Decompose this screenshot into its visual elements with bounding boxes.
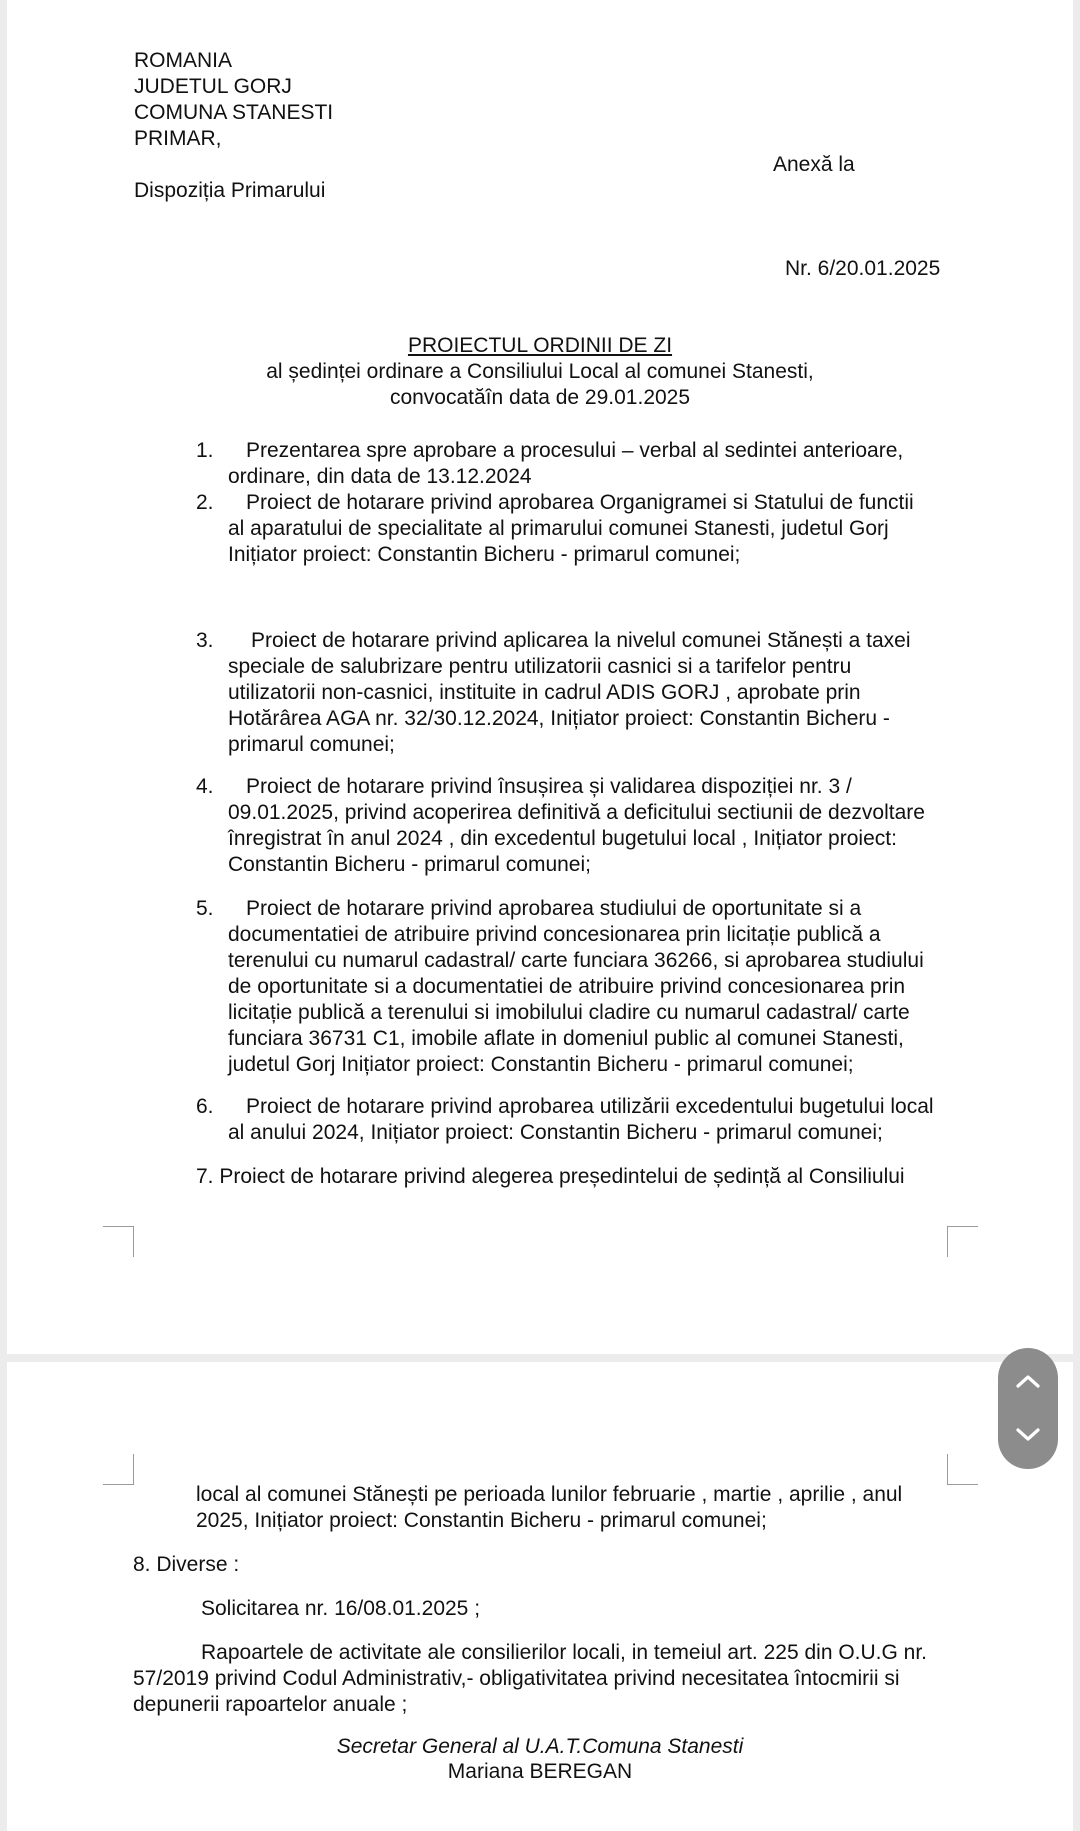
crop-mark bbox=[103, 1226, 134, 1257]
item-text-rest: documentatiei de atribuire privind concesionarea prin licitație publică a terenului cu numarul cadastral/ carte funciara 36266, si aprobarea studiului de oportunitate si a documentatiei de atribuire privind concesionarea prin licitație publică a terenului si imobilului cladire cu numarul cadastral/ carte funciara 36731 C1, imobile aflate in domeniul public al comunei Stanesti, judetul Gorj Inițiator proiect: Constantin Bicheru - primarul comunei; bbox=[228, 923, 924, 1076]
document-page-2 bbox=[7, 1362, 1073, 1831]
item-text-rest: al aparatului de specialitate al primarului comunei Stanesti, judetul Gorj Inițiator proiect: Constantin Bicheru - primarul comunei; bbox=[228, 517, 889, 566]
crop-mark bbox=[103, 1454, 134, 1485]
header-annex: Anexă la bbox=[773, 153, 855, 176]
header-commune: COMUNA STANESTI bbox=[134, 101, 334, 124]
document-subtitle-2: convocatăîn data de 29.01.2025 bbox=[389, 386, 691, 409]
next-page-button[interactable] bbox=[998, 1408, 1058, 1462]
reports-text-rest: 57/2019 privind Codul Administrativ,- obligativitatea privind necesitatea întocmirii si depunerii rapoartelor anuale ; bbox=[133, 1667, 900, 1716]
agenda-item-8-label: 8. Diverse : bbox=[133, 1553, 240, 1576]
item-text-rest: ordinare, din data de 13.12.2024 bbox=[228, 465, 532, 488]
chevron-down-icon bbox=[1015, 1427, 1041, 1443]
item-number: 1. bbox=[196, 439, 214, 462]
item-text-first: Proiect de hotarare privind aprobarea studiului de oportunitate si a bbox=[246, 897, 862, 920]
chevron-up-icon bbox=[1015, 1373, 1041, 1389]
signature-title: Secretar General al U.A.T.Comuna Stanesti bbox=[336, 1735, 744, 1758]
item-number: 2. bbox=[196, 491, 214, 514]
document-page-1 bbox=[7, 0, 1073, 1354]
header-disposition: Dispoziția Primarului bbox=[134, 179, 326, 202]
header-mayor: PRIMAR, bbox=[134, 127, 222, 150]
page-navigation bbox=[998, 1348, 1058, 1469]
request-text: Solicitarea nr. 16/08.01.2025 ; bbox=[201, 1597, 481, 1620]
document-number: Nr. 6/20.01.2025 bbox=[785, 257, 941, 280]
crop-mark bbox=[947, 1454, 978, 1485]
crop-mark bbox=[947, 1226, 978, 1257]
item-text-rest: al anului 2024, Inițiator proiect: Constantin Bicheru - primarul comunei; bbox=[228, 1121, 883, 1144]
item-number: 6. bbox=[196, 1095, 214, 1118]
header-county: JUDETUL GORJ bbox=[134, 75, 292, 98]
item-number: 4. bbox=[196, 775, 214, 798]
previous-page-button[interactable] bbox=[998, 1354, 1058, 1408]
item-text-first: Proiect de hotarare privind aprobarea Organigramei si Statului de functii bbox=[246, 491, 914, 514]
item-number: 5. bbox=[196, 897, 214, 920]
document-title: PROIECTUL ORDINII DE ZI bbox=[407, 334, 673, 357]
item-text-rest: speciale de salubrizare pentru utilizatorii casnici si a tarifelor pentru utilizatorii non-casnici, instituite in cadrul ADIS GORJ , aprobate prin Hotărârea AGA nr. 32/30.12.2024, Inițiator proiect: Constantin Bicheru - primarul comunei; bbox=[228, 655, 890, 756]
reports-text-first: Rapoartele de activitate ale consilierilor locali, in temeiul art. 225 din O.U.G nr. bbox=[201, 1641, 928, 1664]
signature-name: Mariana BEREGAN bbox=[447, 1760, 633, 1783]
item-text-first: Proiect de hotarare privind aprobarea utilizării excedentului bugetului local bbox=[246, 1095, 934, 1118]
agenda-item-7-end: local al comunei Stănești pe perioada lunilor februarie , martie , aprilie , anul 2025, Inițiator proiect: Constantin Bicheru - primarul comunei; bbox=[196, 1483, 903, 1532]
item-text-first: Prezentarea spre aprobare a procesului – verbal al sedintei anterioare, bbox=[246, 439, 904, 462]
document-subtitle-1: al ședinței ordinare a Consiliului Local al comunei Stanesti, bbox=[266, 360, 814, 383]
item-text-first: Proiect de hotarare privind aplicarea la nivelul comunei Stănești a taxei bbox=[251, 629, 911, 652]
item-text-first: Proiect de hotarare privind însușirea și validarea dispoziției nr. 3 / bbox=[246, 775, 852, 798]
item-text-rest: 09.01.2025, privind acoperirea definitivă a deficitului sectiunii de dezvoltare înregistrat în anul 2024 , din excedentul bugetului local , Inițiator proiect: Constantin Bicheru - primarul comunei; bbox=[228, 801, 925, 876]
header-country: ROMANIA bbox=[134, 49, 233, 72]
agenda-item-7-start: 7. Proiect de hotarare privind alegerea președintelui de ședință al Consiliului bbox=[196, 1165, 905, 1188]
item-number: 3. bbox=[196, 629, 214, 652]
